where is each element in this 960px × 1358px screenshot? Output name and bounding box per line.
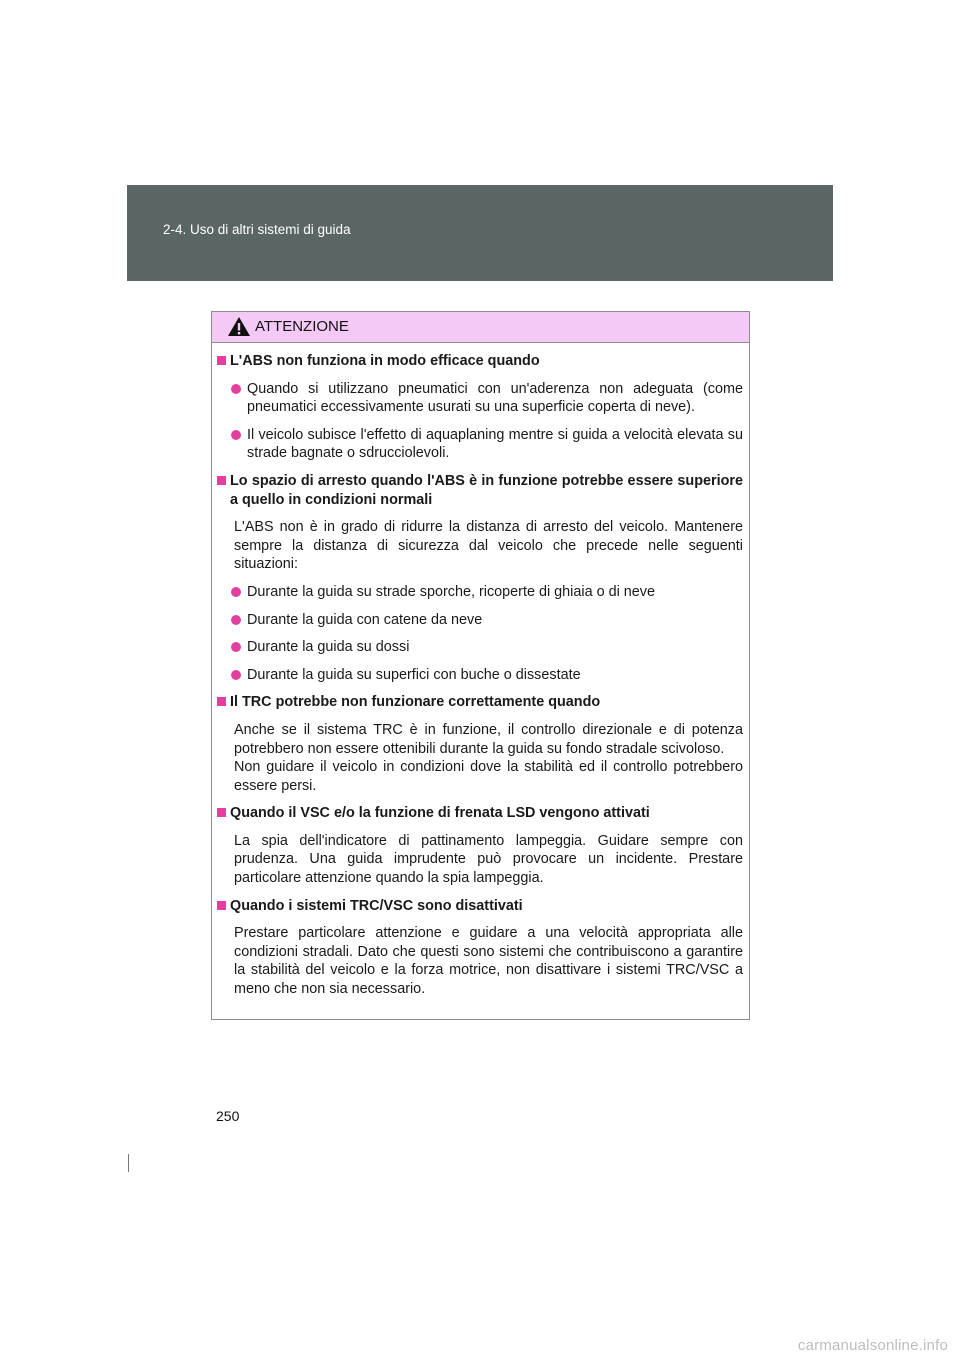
bullet-item: Il veicolo subisce l'effetto di aquaplaning mentre si guida a velocità elevata su strade bagnate o sdrucciolevoli. xyxy=(217,426,743,463)
page-number: 250 xyxy=(216,1108,240,1124)
topic-text: La spia dell'indicatore di pattinamento lampeggia. Guidare sempre con prudenza. Una guida imprudente può provocare un incidente. Prestare particolare attenzione quando la spia lampeggia. xyxy=(234,832,743,887)
margin-mark xyxy=(128,1154,129,1172)
topic-text: Anche se il sistema TRC è in funzione, il controllo direzionale e di potenza potrebbero non essere ottenibili durante la guida su fondo stradale scivoloso. xyxy=(234,721,743,757)
topic-text: Non guidare il veicolo in condizioni dove la stabilità ed il controllo potrebbero essere persi. xyxy=(234,759,743,794)
bullet-item: Durante la guida su superfici con buche o dissestate xyxy=(217,666,743,685)
topic-title: Quando i sistemi TRC/VSC sono disattivati xyxy=(217,897,743,916)
topic-title: Quando il VSC e/o la funzione di frenata LSD vengono attivati xyxy=(217,804,743,823)
bullet-item: Quando si utilizzano pneumatici con un'aderenza non adeguata (come pneumatici eccessivamente usurati su una superficie coperta di neve). xyxy=(217,380,743,417)
topic-title: Lo spazio di arresto quando l'ABS è in funzione potrebbe essere superiore a quello in condizioni normali xyxy=(217,472,743,509)
bullet-item: Durante la guida su dossi xyxy=(217,638,743,657)
topic-title: Il TRC potrebbe non funzionare correttamente quando xyxy=(217,693,743,712)
bullet-item: Durante la guida con catene da neve xyxy=(217,611,743,630)
warning-box xyxy=(211,311,750,1020)
warning-heading-bar xyxy=(212,312,749,343)
bullet-item: Durante la guida su strade sporche, ricoperte di ghiaia o di neve xyxy=(217,583,743,602)
topic-title: L'ABS non funziona in modo efficace quando xyxy=(217,352,743,371)
section-title: 2-4. Uso di altri sistemi di guida xyxy=(163,222,351,237)
topic-text: L'ABS non è in grado di ridurre la distanza di arresto del veicolo. Mantenere sempre la distanza di sicurezza dal veicolo che precede nelle seguenti situazioni: xyxy=(234,519,743,573)
warning-body xyxy=(212,343,749,999)
warning-heading: ATTENZIONE xyxy=(255,318,349,335)
chapter-header xyxy=(127,185,833,281)
topic-text: Prestare particolare attenzione e guidare a una velocità appropriata alle condizioni stradali. Dato che questi sono sistemi che contribuiscono a garantire la stabilità del veicolo e la forza motrice, non disattivare i sistemi TRC/VSC a meno che non sia necessario. xyxy=(234,925,743,998)
watermark: carmanualsonline.info xyxy=(797,1337,948,1354)
warning-triangle-icon xyxy=(227,316,251,342)
